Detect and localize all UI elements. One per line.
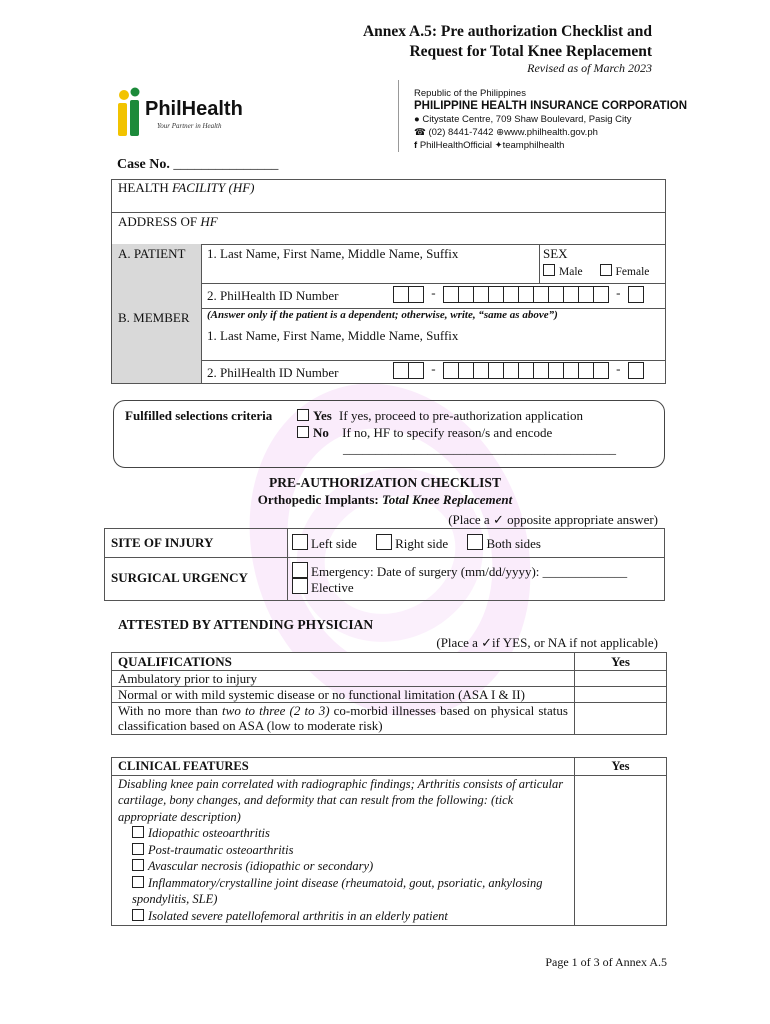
criteria-reason-field[interactable]: __________________________________________ [343, 441, 616, 456]
annex-title-line2: Request for Total Knee Replacement [409, 43, 652, 60]
qualification-item: Normal or with mild systemic disease or no functional limitation (ASA I & II) [112, 687, 575, 703]
hf-label-prefix: HEALTH [118, 180, 173, 195]
address-label: HF [200, 214, 218, 229]
clinical-checkbox[interactable] [132, 876, 144, 888]
urgency-label-cell [105, 557, 288, 600]
male-label: Male [559, 266, 583, 278]
site-label-cell [105, 529, 288, 558]
criteria-yes-row [297, 408, 583, 424]
clinical-intro: Disabling knee pain correlated with radiographic findings; Arthritis consists of articular cartilage, bony changes, and deformity that can result from the following: (tick appropriate description) [118, 776, 564, 824]
left-side-checkbox[interactable] [292, 534, 308, 550]
case-no [117, 157, 278, 173]
both-sides-label: Both sides [486, 536, 541, 551]
member-id-row [201, 360, 665, 383]
female-label: Female [615, 266, 650, 278]
criteria-yes-label: Yes [313, 408, 332, 423]
id-dash: - [616, 361, 621, 376]
checklist-instruction [448, 512, 658, 528]
urgency-label: SURGICAL URGENCY [111, 570, 248, 585]
agency-address: Citystate Centre, 709 Shaw Boulevard, Pasig City [422, 114, 632, 125]
table-row [112, 703, 667, 735]
agency-block [414, 87, 687, 152]
qualification-yes-cell[interactable] [575, 687, 667, 703]
clinical-checkbox[interactable] [132, 909, 144, 921]
qualifications-yes-header: Yes [575, 653, 667, 671]
clinical-item-label: Post-traumatic osteoarthritis [148, 842, 294, 857]
site-options [287, 529, 664, 558]
agency-phone: (02) 8441-7442 [428, 127, 494, 138]
criteria-no-row [297, 425, 552, 441]
attested-instruction-prefix: (Place a [436, 635, 482, 650]
address-label-prefix: ADDRESS OF [118, 214, 201, 229]
agency-twitter[interactable]: teamphilhealth [502, 140, 565, 151]
attested-title: ATTESTED BY ATTENDING PHYSICIAN [118, 617, 374, 632]
sex-field [539, 244, 665, 284]
clinical-item-label: Inflammatory/crystalline joint disease (rheumatoid, gout, psoriatic, ankylosing spondylitis, SLE) [132, 875, 543, 906]
revised-date: Revised as of March 2023 [527, 61, 652, 75]
checklist-subtitle [0, 492, 770, 508]
emergency-label[interactable]: Emergency: Date of surgery (mm/dd/yyyy): _____________ [311, 564, 628, 579]
logo-name: PhilHealth [145, 98, 243, 120]
criteria-no-label: No [313, 425, 329, 440]
list-item [118, 875, 568, 908]
list-item [118, 825, 568, 842]
site-urgency-table [104, 528, 665, 601]
table-row [112, 687, 667, 703]
list-item [118, 858, 568, 875]
phone-icon: ☎ [414, 127, 426, 138]
qualifications-header-row [112, 653, 667, 671]
criteria-yes-checkbox[interactable] [297, 409, 309, 421]
criteria-label: Fulfilled selections criteria [125, 408, 273, 423]
agency-facebook[interactable]: PhilHealthOfficial [419, 140, 492, 151]
clinical-checkbox[interactable] [132, 859, 144, 871]
philhealth-logo [115, 86, 255, 142]
clinical-features-table [111, 757, 667, 926]
table-row [112, 775, 667, 926]
checklist-title: PRE-AUTHORIZATION CHECKLIST [269, 475, 501, 490]
patient-label: A. PATIENT [118, 246, 186, 261]
criteria-box [113, 400, 665, 468]
list-item [118, 842, 568, 859]
case-no-field[interactable]: _______________ [173, 157, 279, 172]
member-label: B. MEMBER [118, 310, 190, 325]
right-side-label: Right side [395, 536, 449, 551]
hf-label: FACILITY (HF) [172, 180, 255, 195]
site-label: SITE OF INJURY [111, 535, 214, 550]
qualifications-header: QUALIFICATIONS [112, 653, 575, 671]
page-number: Page 1 of 3 of Annex A.5 [545, 955, 667, 969]
elective-label: Elective [311, 580, 354, 595]
table-row [112, 671, 667, 687]
id-dash: - [431, 285, 436, 300]
id-dash: - [431, 361, 436, 376]
criteria-no-checkbox[interactable] [297, 426, 309, 438]
clinical-header-row [112, 758, 667, 776]
id-dash: - [616, 285, 621, 300]
clinical-item-label: Idiopathic osteoarthritis [148, 826, 270, 840]
qualification-item: Ambulatory prior to injury [112, 671, 575, 687]
criteria-yes-text: If yes, proceed to pre-authorization application [339, 408, 584, 423]
qualification-yes-cell[interactable] [575, 703, 667, 735]
right-side-checkbox[interactable] [376, 534, 392, 550]
subtitle-procedure: Total Knee Replacement [382, 492, 513, 507]
globe-icon: ⊕ [496, 127, 505, 138]
clinical-header: CLINICAL FEATURES [112, 758, 575, 776]
annex-title [363, 22, 652, 62]
location-icon: ● [414, 114, 420, 125]
clinical-yes-cell[interactable] [575, 775, 667, 926]
agency-republic: Republic of the Philippines [414, 88, 526, 99]
clinical-checkbox[interactable] [132, 826, 144, 838]
male-checkbox[interactable] [543, 264, 555, 276]
logo-tagline: Your Partner in Health [157, 122, 222, 130]
criteria-no-text: If no, HF to specify reason/s and encode [342, 425, 553, 440]
patient-name-label: 1. Last Name, First Name, Middle Name, Suffix [207, 246, 459, 261]
q3-part-c: co-morbid illnesses based on physical status classification based on ASA (low to moderate risk) [118, 703, 568, 733]
address-row[interactable] [112, 212, 665, 245]
female-checkbox[interactable] [600, 264, 612, 276]
patient-id-row [201, 283, 665, 309]
case-no-label: Case No. [117, 157, 170, 172]
clinical-checkbox[interactable] [132, 843, 144, 855]
patient-id-label: 2. PhilHealth ID Number [207, 288, 339, 303]
emergency-checkbox[interactable] [292, 562, 308, 578]
checkmark-icon: ✓ [492, 512, 504, 527]
attested-instruction [436, 635, 658, 651]
urgency-options [287, 557, 664, 600]
left-side-label: Left side [311, 536, 357, 551]
member-label-cell [112, 308, 202, 383]
agency-website[interactable]: www.philhealth.gov.ph [504, 127, 598, 138]
annex-title-line1: Annex A.5: Pre authorization Checklist and [362, 23, 652, 40]
instruction-prefix: (Place a [448, 512, 493, 527]
subtitle-prefix: Orthopedic Implants: [257, 492, 382, 507]
clinical-yes-header: Yes [575, 758, 667, 776]
agency-name: PHILIPPINE HEALTH INSURANCE CORPORATION [414, 100, 688, 112]
qualifications-table [111, 652, 667, 735]
both-sides-checkbox[interactable] [467, 534, 483, 550]
patient-form [111, 179, 666, 384]
patient-name-field[interactable] [201, 244, 540, 284]
patient-label-cell [112, 244, 202, 309]
twitter-icon: ✦ [494, 140, 503, 151]
attested-instruction-suffix: if YES, or NA if not applicable) [492, 635, 658, 650]
health-facility-row[interactable] [112, 180, 665, 213]
qualification-item [112, 703, 575, 735]
q3-part-a: With no more than [118, 703, 223, 718]
sex-label: SEX [543, 246, 568, 261]
clinical-item-label: Isolated severe patellofemoral arthritis in an elderly patient [148, 908, 448, 923]
checkmark-icon: ✓ [481, 635, 493, 650]
member-name-label: 1. Last Name, First Name, Middle Name, Suffix [207, 328, 459, 343]
member-id-boxes[interactable] [393, 361, 644, 379]
member-id-label: 2. PhilHealth ID Number [207, 365, 339, 380]
list-item [118, 908, 568, 925]
instruction-suffix: opposite appropriate answer) [503, 512, 658, 527]
member-name-field[interactable] [201, 308, 665, 361]
facebook-icon: f [414, 140, 418, 151]
q3-part-b: two to three (2 to 3) [222, 703, 330, 718]
clinical-item-label: Avascular necrosis (idiopathic or secondary) [148, 859, 374, 873]
elective-checkbox[interactable] [292, 578, 308, 594]
agency-divider [398, 80, 399, 152]
qualification-yes-cell[interactable] [575, 671, 667, 687]
clinical-body [112, 775, 575, 926]
member-note: (Answer only if the patient is a dependent; otherwise, write, “same as above”) [207, 309, 558, 321]
patient-id-boxes[interactable] [393, 285, 644, 303]
